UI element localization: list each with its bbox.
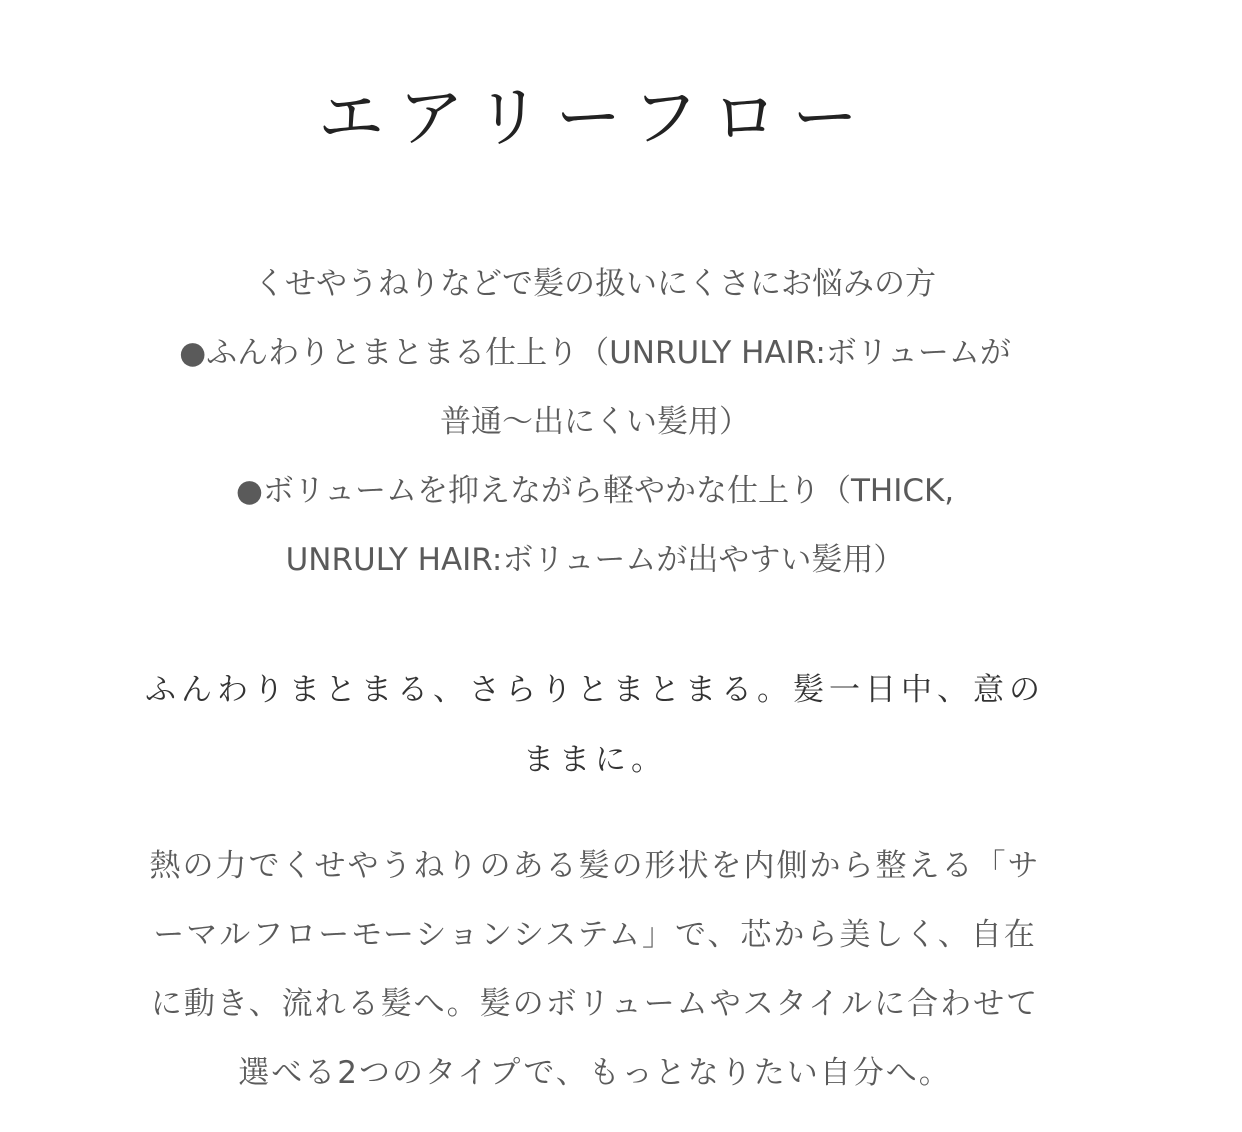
description-text xyxy=(120,832,1070,1108)
intro-line: 普通～出にくい髪用） xyxy=(440,404,750,440)
description-line: に動き、流れる髪へ。髪のボリュームやスタイルに合わせて xyxy=(150,986,1040,1022)
intro-line: くせやうねりなどで髪の扱いにくさにお悩みの方 xyxy=(254,266,936,302)
tagline-line: ふんわりまとまる、さらりとまとまる。髪一日中、意の xyxy=(145,672,1045,708)
intro-line: ●ボリュームを抑えながら軽やかな仕上り（THICK, xyxy=(235,473,955,509)
description-line: ーマルフローモーションシステム」で、芯から美しく、自在 xyxy=(153,917,1037,953)
tagline-line: ままに。 xyxy=(523,742,667,778)
description-line: 熱の力でくせやうねりのある髪の形状を内側から整える「サ xyxy=(149,848,1041,884)
description-line: 選べる2つのタイプで、もっとなりたい自分へ。 xyxy=(238,1055,952,1091)
product-title: エアリーフロー xyxy=(317,79,873,156)
tagline xyxy=(120,655,1070,795)
intro-text xyxy=(120,250,1070,595)
intro-line: ●ふんわりとまとまる仕上り（UNRULY HAIR:ボリュームが xyxy=(179,335,1011,371)
intro-line: UNRULY HAIR:ボリュームが出やすい髪用） xyxy=(285,542,905,578)
